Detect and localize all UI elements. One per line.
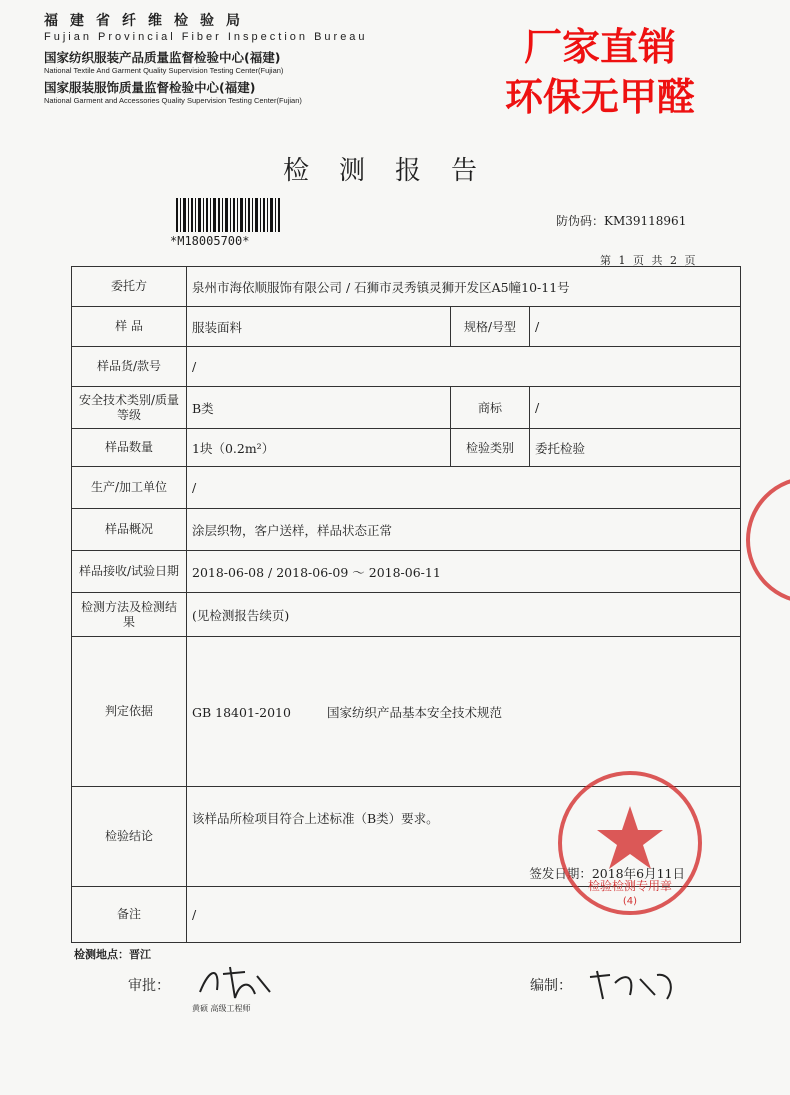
dates-label: 样品接收/试验日期 [72,551,187,593]
inspection-type-value: 委托检验 [530,429,741,467]
dates-value: 2018-06-08 / 2018-06-09 ～ 2018-06-11 [187,551,741,593]
org-name-cn: 福建省纤维检验局 [44,13,252,29]
overview-label: 样品概况 [72,509,187,551]
report-title: 检测报告 [282,156,507,186]
review-label: 审批： [128,978,170,994]
table-row [72,551,741,593]
sample-value: 服装面料 [187,307,451,347]
center1-name-cn: 国家纺织服装产品质量监督检验中心(福建) [44,50,281,65]
safety-label: 安全技术类别/质量等级 [72,387,187,429]
table-row [72,509,741,551]
table-row [72,307,741,347]
basis-code: GB 18401-2010 [192,704,291,720]
signer-title: 黄硕 高级工程师 [192,1004,251,1013]
table-row [72,267,741,307]
stamp-text: 检验检测专用章 [587,879,673,893]
promo-banner [455,22,745,122]
table-row [72,347,741,387]
client-value: 泉州市海依顺服饰有限公司 / 石狮市灵秀镇灵狮开发区A5幢10-11号 [187,267,741,307]
spec-value: / [530,307,741,347]
stamp-number: (4) [622,896,638,907]
remark-value: / [187,887,741,943]
seal-stamp-icon [555,768,705,918]
reviewer-signature-icon [195,962,275,1004]
producer-label: 生产/加工单位 [72,467,187,509]
basis-value [187,637,741,787]
sample-label: 样 品 [72,307,187,347]
anti-fake-code: 防伪码：KM39118961 [556,214,687,228]
spec-label: 规格/号型 [451,307,530,347]
basis-label: 判定依据 [72,637,187,787]
table-row [72,593,741,637]
test-location: 检测地点：晋江 [74,948,151,961]
edge-seal-icon [740,470,790,610]
center2-name-en: National Garment and Accessories Quality Supervision Testing Center(Fujian) [44,96,302,105]
safety-value: B类 [187,387,451,429]
table-row [72,429,741,467]
center2-name-cn: 国家服装服饰质量监督检验中心(福建) [44,80,256,95]
item-no-label: 样品货/款号 [72,347,187,387]
brand-value: / [530,387,741,429]
org-name-en: Fujian Provincial Fiber Inspection Bureau [44,31,368,43]
item-no-value: / [187,347,741,387]
barcode-icon [176,198,280,232]
promo-line-1: 厂家直销 [523,25,676,69]
method-label: 检测方法及检测结果 [72,593,187,637]
producer-value: / [187,467,741,509]
table-row [72,637,741,787]
center1-name-en: National Textile And Garment Quality Supervision Testing Center(Fujian) [44,66,284,75]
method-value: (见检测报告续页) [187,593,741,637]
qty-value: 1块（0.2m²） [187,429,451,467]
promo-line-2: 环保无甲醛 [504,75,695,119]
remark-label: 备注 [72,887,187,943]
page-info: 第 1 页 共 2 页 [600,254,698,267]
issue-date: 签发日期：2018年6月11日 [529,866,685,881]
inspection-type-label: 检验类别 [451,429,530,467]
brand-label: 商标 [451,387,530,429]
conclusion-label: 检验结论 [72,787,187,887]
letterhead [44,10,374,105]
qty-label: 样品数量 [72,429,187,467]
compiler-signature-icon [585,965,685,1005]
table-row [72,387,741,429]
conclusion-text: 该样品所检项目符合上述标准（B类）要求。 [192,811,439,826]
barcode-number: *M18005700* [170,234,250,248]
compiler-label: 编制： [530,978,572,994]
overview-value: 涂层织物，客户送样，样品状态正常 [187,509,741,551]
table-row [72,467,741,509]
basis-name: 国家纺织产品基本安全技术规范 [326,704,502,720]
client-label: 委托方 [72,267,187,307]
